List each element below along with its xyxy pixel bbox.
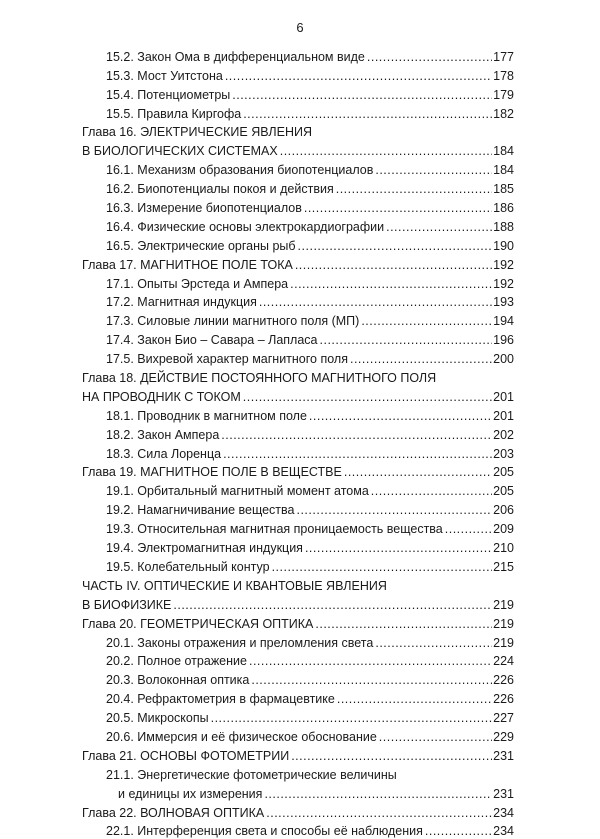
dot-leader	[232, 88, 512, 103]
dot-leader	[320, 333, 513, 348]
toc-entry-title: 20.5. Микроскопы	[106, 711, 209, 726]
toc-chapter-entry	[0, 462, 600, 481]
toc-section-entry	[0, 273, 600, 292]
toc-entry-page: 219	[493, 635, 514, 650]
toc-entry-title: 19.5. Колебательный контур	[106, 559, 270, 574]
toc-section-entry	[0, 84, 600, 103]
toc-chapter-entry	[0, 613, 600, 632]
toc-entry-page: 206	[493, 503, 514, 518]
toc-section-entry	[0, 669, 600, 688]
toc-entry-row	[0, 197, 600, 216]
toc-entry-row	[0, 159, 600, 178]
toc-section-entry	[0, 821, 600, 839]
toc-entry-page: 202	[493, 427, 514, 442]
toc-chapter-entry	[0, 122, 600, 160]
dot-leader	[296, 503, 512, 518]
toc-entry-row	[0, 726, 600, 745]
toc-section-entry	[0, 235, 600, 254]
toc-section-entry	[0, 726, 600, 745]
toc-entry-title: 18.3. Сила Лоренца	[106, 446, 222, 461]
toc-entry-title-line1: Глава 18. ДЕЙСТВИЕ ПОСТОЯННОГО МАГНИТНОГО ПОЛЯ	[82, 371, 437, 386]
dot-leader	[337, 692, 512, 707]
dot-leader	[173, 598, 512, 613]
toc-chapter-entry	[0, 575, 600, 613]
toc-section-entry	[0, 518, 600, 537]
toc-entry-page: 227	[493, 711, 514, 726]
toc-entry-title: 19.3. Относительная магнитная проницаемость вещества	[106, 522, 443, 537]
toc-entry-page: 201	[493, 389, 514, 404]
toc-entry-row	[0, 669, 600, 688]
toc-section-entry	[0, 632, 600, 651]
toc-entry-page: 234	[493, 805, 514, 820]
toc-section-entry	[0, 310, 600, 329]
toc-entry-title: 17.3. Силовые линии магнитного поля (МП)	[106, 314, 360, 329]
toc-entry-title: Глава 17. МАГНИТНОЕ ПОЛЕ ТОКА	[82, 257, 293, 272]
toc-entry-row	[0, 310, 600, 329]
toc-entry-page: 226	[493, 692, 514, 707]
toc-section-entry	[0, 292, 600, 311]
toc-entry-row	[0, 386, 600, 405]
toc-entry-title: Глава 20. ГЕОМЕТРИЧЕСКАЯ ОПТИКА	[82, 616, 314, 631]
toc-entry-page: 209	[493, 522, 514, 537]
toc-entry-page: 203	[493, 446, 514, 461]
toc-entry-title: 15.4. Потенциометры	[106, 87, 231, 102]
toc-entry-row	[0, 443, 600, 462]
dot-leader	[291, 749, 512, 764]
toc-section-entry	[0, 216, 600, 235]
toc-section-entry	[0, 405, 600, 424]
toc-entry-row	[0, 651, 600, 670]
toc-entry-title: 15.2. Закон Ома в дифференциальном виде	[106, 49, 365, 64]
toc-entry-row	[0, 745, 600, 764]
toc-entry-page: 184	[493, 163, 514, 178]
toc-entry-row	[0, 140, 600, 159]
toc-entry-row	[0, 46, 600, 65]
toc-chapter-entry	[0, 254, 600, 273]
toc-section-entry	[0, 103, 600, 122]
toc-section-entry	[0, 348, 600, 367]
toc-entry-page: 194	[493, 314, 514, 329]
toc-entry-page: 182	[493, 106, 514, 121]
toc-entry-row	[0, 783, 600, 802]
dot-leader	[298, 239, 512, 254]
toc-entry-page: 234	[493, 824, 514, 839]
toc-entry-row	[0, 329, 600, 348]
toc-entry-title: В БИОФИЗИКЕ	[82, 597, 172, 612]
toc-entry-page: 178	[493, 68, 514, 83]
toc-entry-title-line1: Глава 16. ЭЛЕКТРИЧЕСКИЕ ЯВЛЕНИЯ	[82, 125, 313, 140]
dot-leader	[259, 295, 512, 310]
toc-entry-title: 20.2. Полное отражение	[106, 654, 247, 669]
toc-entry-row	[0, 84, 600, 103]
dot-leader	[344, 465, 512, 480]
toc-entry-title: 17.2. Магнитная индукция	[106, 295, 257, 310]
toc-section-entry	[0, 707, 600, 726]
dot-leader	[211, 711, 512, 726]
toc-entry-page: 215	[493, 559, 514, 574]
toc-entry-row	[0, 348, 600, 367]
toc-section-entry	[0, 197, 600, 216]
toc-entry-page: 205	[493, 465, 514, 480]
toc-section-entry	[0, 424, 600, 443]
toc-section-entry	[0, 480, 600, 499]
dot-leader	[251, 673, 512, 688]
dot-leader	[272, 560, 512, 575]
toc-entry-row	[0, 292, 600, 311]
toc-entry-row	[0, 499, 600, 518]
toc-entry-page: 192	[493, 276, 514, 291]
toc-section-entry	[0, 556, 600, 575]
toc-entry-row	[0, 556, 600, 575]
toc-section-entry	[0, 443, 600, 462]
dot-leader	[367, 50, 512, 65]
dot-leader	[249, 654, 512, 669]
toc-entry-page: 177	[493, 49, 514, 64]
toc-entry-page: 186	[493, 201, 514, 216]
toc-entry-title-line1: 21.1. Энергетические фотометрические величины	[106, 767, 397, 782]
toc-entry-page: 200	[493, 352, 514, 367]
dot-leader	[361, 314, 512, 329]
dot-leader	[266, 806, 512, 821]
toc-entry-title: 16.4. Физические основы электрокардиографии	[106, 219, 385, 234]
toc-entry-title: Глава 21. ОСНОВЫ ФОТОМЕТРИИ	[82, 748, 290, 763]
toc-entry-row	[0, 594, 600, 613]
toc-entry-row	[0, 821, 600, 839]
dot-leader	[305, 541, 512, 556]
toc-entry-title: и единицы их измерения	[118, 786, 263, 801]
toc-section-entry	[0, 178, 600, 197]
toc-entry-title: 17.4. Закон Био – Савара – Лапласа	[106, 333, 318, 348]
toc-entry-title: 16.5. Электрические органы рыб	[106, 238, 296, 253]
toc-section-entry	[0, 46, 600, 65]
toc-entry-row	[0, 518, 600, 537]
toc-entry-row	[0, 103, 600, 122]
toc-entry-page: 185	[493, 182, 514, 197]
toc-entry-title: 20.4. Рефрактометрия в фармацевтике	[106, 692, 335, 707]
toc-entry-page: 219	[493, 597, 514, 612]
toc-entry-page: 231	[493, 786, 514, 801]
toc-chapter-entry	[0, 367, 600, 405]
toc-entry-title: 16.2. Биопотенциалы покоя и действия	[106, 182, 334, 197]
dot-leader	[243, 390, 512, 405]
toc-entry-title: 20.1. Законы отражения и преломления света	[106, 635, 374, 650]
toc-entry-title: 19.1. Орбитальный магнитный момент атома	[106, 484, 369, 499]
dot-leader	[371, 484, 512, 499]
toc-entry-title: 19.4. Электромагнитная индукция	[106, 541, 303, 556]
toc-entry-page: 224	[493, 654, 514, 669]
toc-entry-title: 18.2. Закон Ампера	[106, 427, 220, 442]
toc-section-entry	[0, 688, 600, 707]
toc-section-entry	[0, 651, 600, 670]
toc-entry-title: 15.5. Правила Киргофа	[106, 106, 242, 121]
toc-section-entry	[0, 499, 600, 518]
toc-entry-row	[0, 405, 600, 424]
dot-leader	[304, 201, 512, 216]
toc-entry-title: 22.1. Интерференция света и способы её наблюдения	[106, 824, 423, 839]
toc-entry-row	[0, 65, 600, 84]
toc-entry-title: 18.1. Проводник в магнитном поле	[106, 408, 307, 423]
toc-entry-row	[0, 462, 600, 481]
toc-entry-title: В БИОЛОГИЧЕСКИХ СИСТЕМАХ	[82, 144, 278, 159]
toc-entry-title: 15.3. Мост Уитстона	[106, 68, 223, 83]
toc-section-entry	[0, 329, 600, 348]
toc-entry-title: 17.1. Опыты Эрстеда и Ампера	[106, 276, 289, 291]
dot-leader	[225, 69, 512, 84]
dot-leader	[280, 144, 512, 159]
toc-entry-title: Глава 22. ВОЛНОВАЯ ОПТИКА	[82, 805, 265, 820]
toc-entry-title: 16.3. Измерение биопотенциалов	[106, 201, 302, 216]
toc-entry-row	[0, 254, 600, 273]
toc-entry-page: 179	[493, 87, 514, 102]
toc-section-entry	[0, 65, 600, 84]
dot-leader	[290, 277, 512, 292]
dot-leader	[315, 617, 512, 632]
toc-section-entry	[0, 537, 600, 556]
toc-entry-title: 19.2. Намагничивание вещества	[106, 503, 295, 518]
toc-section-entry	[0, 159, 600, 178]
toc-entry-page: 231	[493, 748, 514, 763]
toc-entry-row	[0, 688, 600, 707]
toc-entry-page: 229	[493, 729, 514, 744]
toc-entry-title-line1: ЧАСТЬ IV. ОПТИЧЕСКИЕ И КВАНТОВЫЕ ЯВЛЕНИЯ	[82, 578, 387, 593]
toc-entry-row	[0, 707, 600, 726]
toc-entry-row	[0, 537, 600, 556]
toc-entry-title: Глава 19. МАГНИТНОЕ ПОЛЕ В ВЕЩЕСТВЕ	[82, 465, 342, 480]
dot-leader	[243, 107, 512, 122]
toc-section-entry	[0, 764, 600, 802]
toc-entry-row	[0, 632, 600, 651]
toc-entry-page: 219	[493, 616, 514, 631]
dot-leader	[223, 447, 512, 462]
toc-entry-row	[0, 178, 600, 197]
dot-leader	[264, 787, 512, 802]
dot-leader	[295, 258, 512, 273]
dot-leader	[309, 409, 512, 424]
toc-entry-page: 201	[493, 408, 514, 423]
toc-entry-row	[0, 235, 600, 254]
toc-entry-title: 16.1. Механизм образования биопотенциалов	[106, 163, 374, 178]
toc-entry-page: 193	[493, 295, 514, 310]
toc-entry-row	[0, 424, 600, 443]
toc-entry-title: 20.6. Иммерсия и её физическое обоснование	[106, 729, 377, 744]
dot-leader	[221, 428, 512, 443]
toc-entry-page: 196	[493, 333, 514, 348]
toc-entry-page: 192	[493, 257, 514, 272]
toc-entry-row	[0, 613, 600, 632]
dot-leader	[350, 352, 512, 367]
toc-entry-title: 17.5. Вихревой характер магнитного поля	[106, 352, 348, 367]
toc-entry-page: 226	[493, 673, 514, 688]
toc-entry-title: НА ПРОВОДНИК С ТОКОМ	[82, 389, 241, 404]
toc-entry-row	[0, 273, 600, 292]
toc-entry-row	[0, 216, 600, 235]
toc-entry-page: 205	[493, 484, 514, 499]
toc-chapter-entry	[0, 745, 600, 764]
page-number: 6	[296, 20, 304, 35]
toc-entry-page: 184	[493, 144, 514, 159]
toc-entry-row	[0, 802, 600, 821]
dot-leader	[336, 182, 512, 197]
toc-chapter-entry	[0, 802, 600, 821]
toc-entry-page: 188	[493, 219, 514, 234]
toc-entry-page: 210	[493, 541, 514, 556]
toc-entry-title: 20.3. Волоконная оптика	[106, 673, 250, 688]
toc-entry-page: 190	[493, 238, 514, 253]
table-of-contents	[0, 46, 600, 839]
toc-entry-row	[0, 480, 600, 499]
